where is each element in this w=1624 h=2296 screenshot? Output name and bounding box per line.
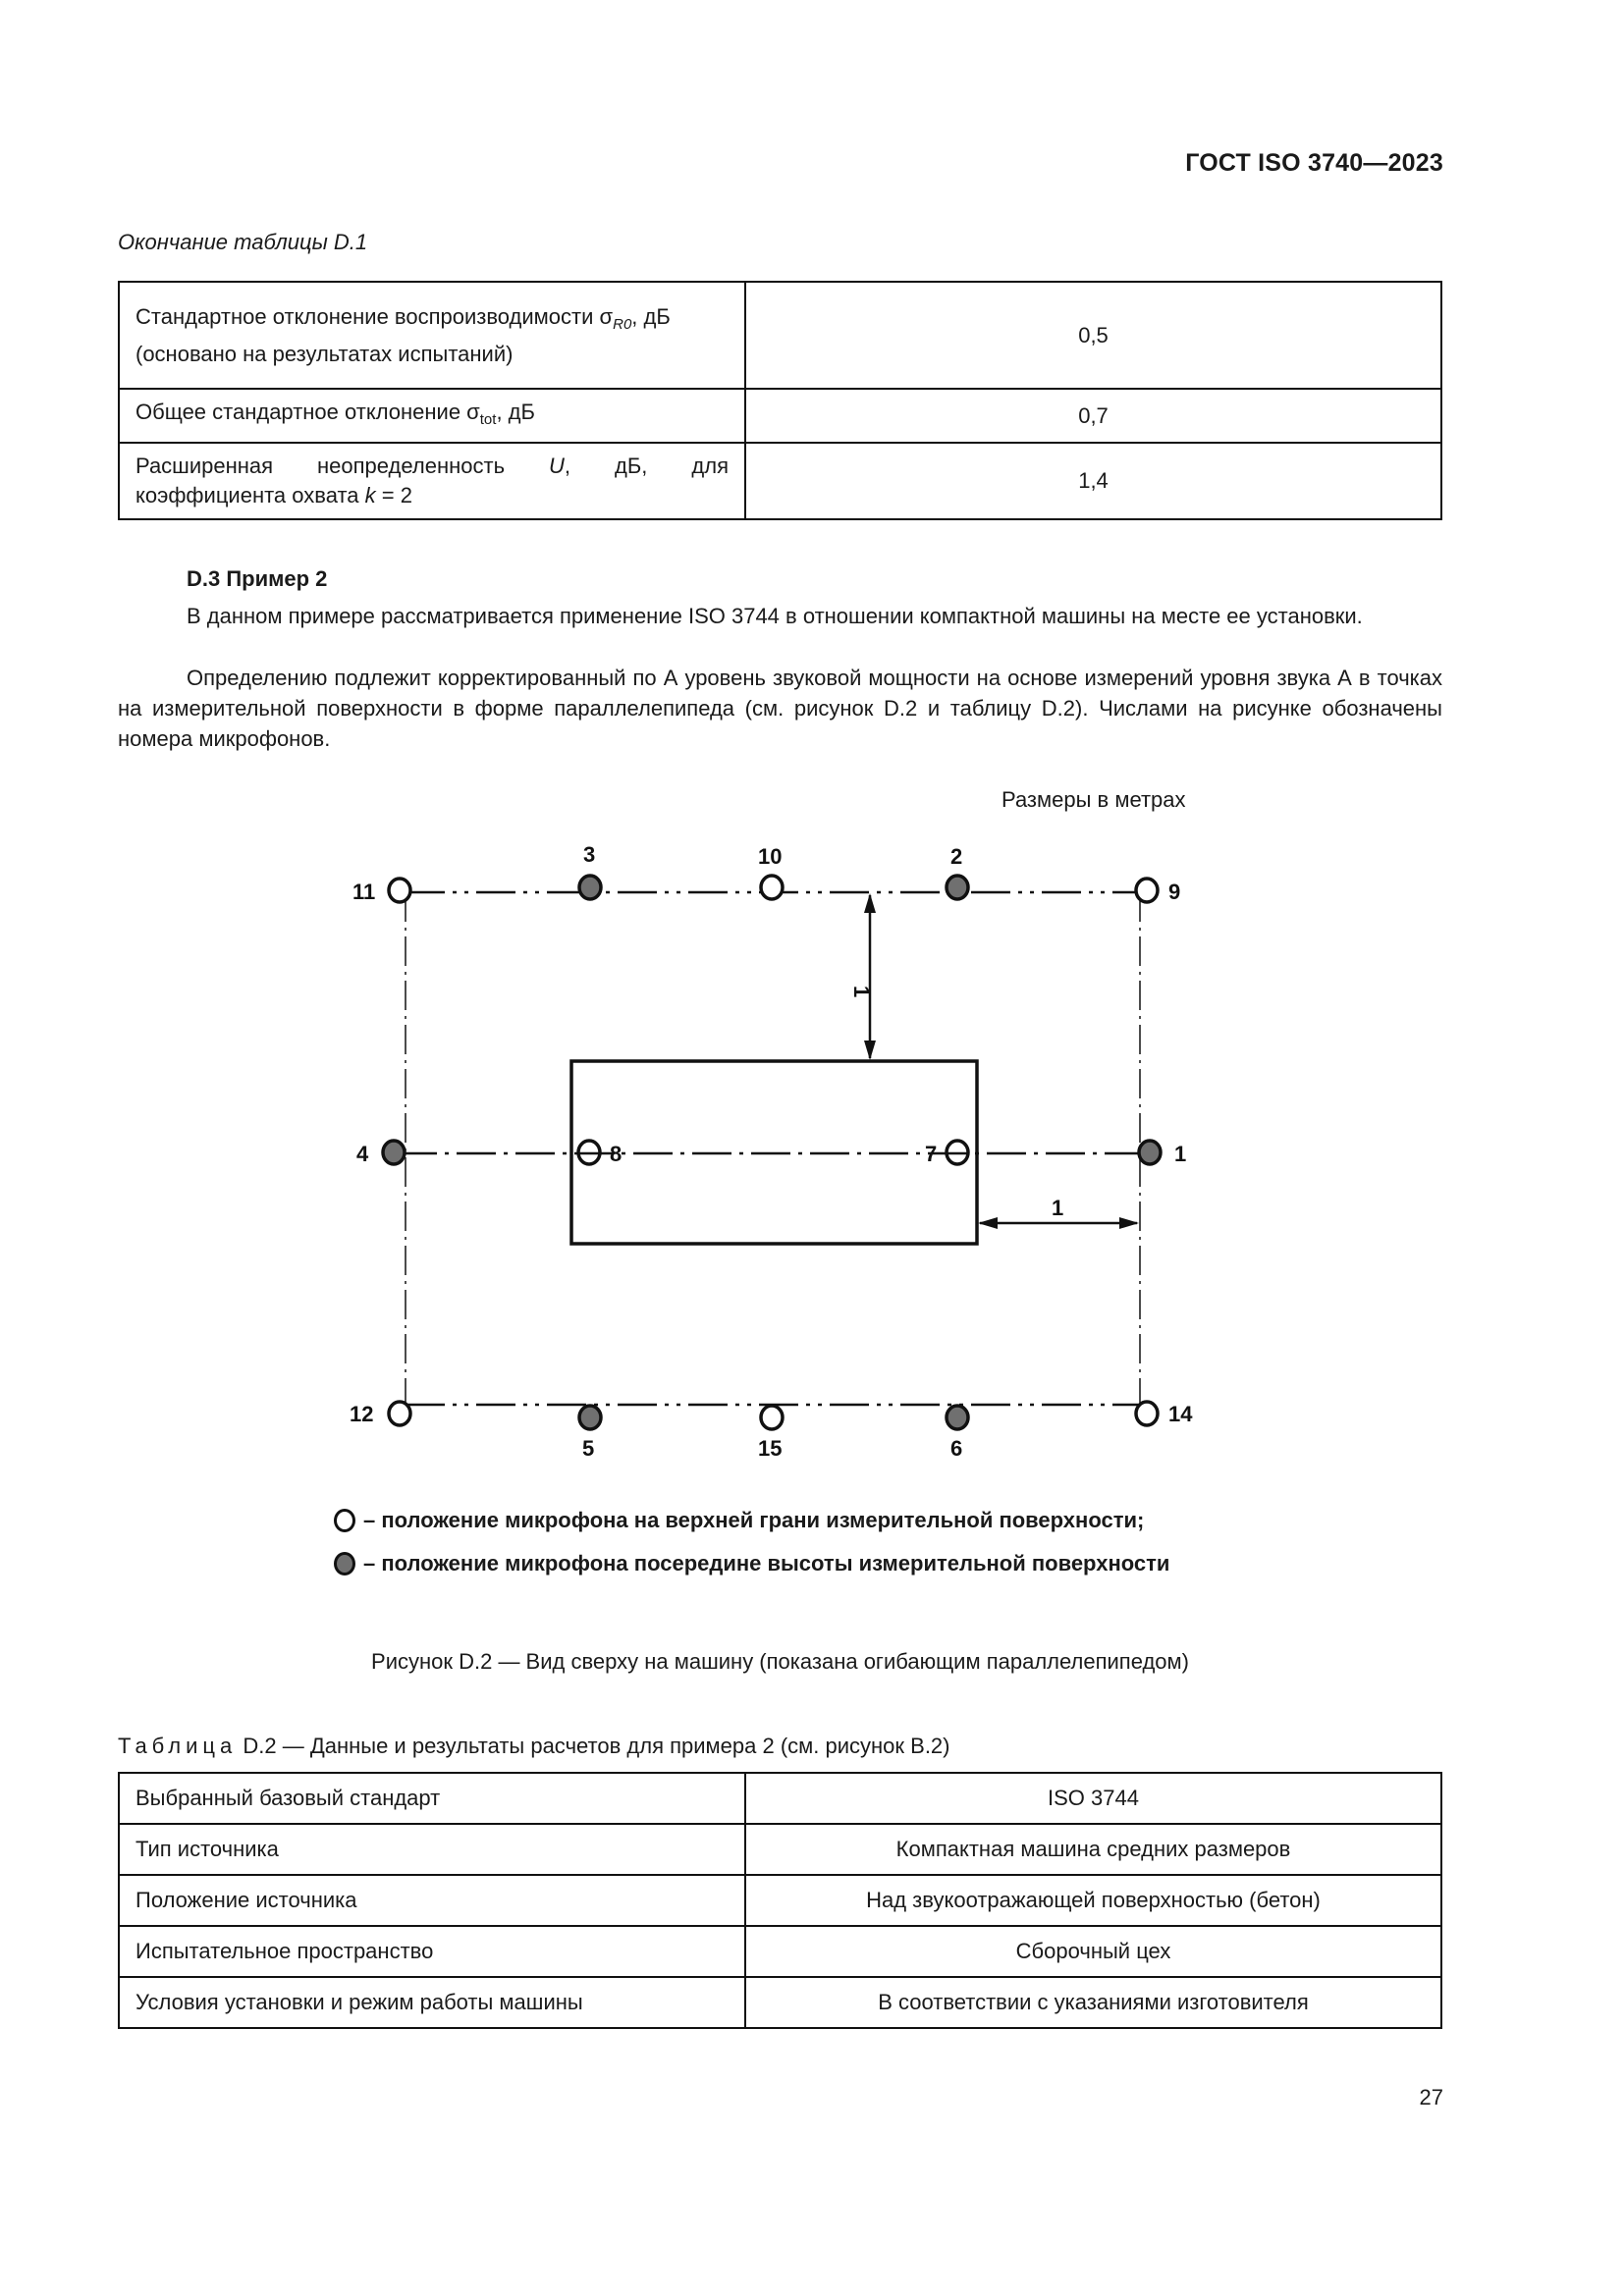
mic-11-marker [389, 879, 410, 902]
mic-5-marker [579, 1406, 601, 1429]
filled-circle-icon [334, 1552, 355, 1575]
paragraph-text: В данном примере рассматривается применение ISO 3744 в отношении компактной машины на месте ее установки. [187, 604, 1363, 628]
label-text: , дБ, для коэффициента охвата [135, 454, 729, 507]
label-text: Общее стандартное отклонение σ [135, 399, 480, 424]
table-row [119, 1977, 1441, 2028]
table-cell-value: В соответствии с указаниями изготовителя [745, 1977, 1441, 2028]
table-cell-value: Компактная машина средних размеров [745, 1824, 1441, 1875]
table-row [119, 1773, 1441, 1824]
paragraph-text: Определению подлежит корректированный по А уровень звуковой мощности на основе измерений уровня звука А в точках на измерительной поверхности в форме параллелепипеда (см. рисунок D.2 и таблицу D.2). Числами на рисунке обозначены номера микрофонов. [118, 666, 1442, 751]
mic-label: 15 [758, 1436, 783, 1461]
microphone-labels [350, 842, 1193, 1461]
mic-2-marker [947, 876, 968, 899]
mic-label: 6 [950, 1436, 963, 1461]
table-d2 [118, 1772, 1442, 2029]
measurement-surface-outline [398, 892, 1154, 1405]
table-cell-label: Испытательное пространство [119, 1926, 745, 1977]
legend-item-top-face [334, 1508, 1144, 1533]
open-circle-icon [334, 1509, 355, 1532]
page-number: 27 [1419, 2085, 1443, 2109]
mic-14-marker [1136, 1402, 1158, 1425]
dimension-label-top: 1 [849, 986, 874, 998]
mic-4-marker [383, 1141, 405, 1164]
table-cell-value: Над звукоотражающей поверхностью (бетон) [745, 1875, 1441, 1926]
label-symbol: U [549, 454, 565, 478]
mic-label: 8 [610, 1142, 623, 1166]
table-cell-value: 1,4 [745, 443, 1441, 519]
mic-label: 14 [1168, 1402, 1193, 1426]
table-cell-value: 0,5 [745, 282, 1441, 389]
mic-label: 10 [758, 844, 783, 869]
dimension-label-right: 1 [1052, 1196, 1064, 1220]
mic-1-marker [1139, 1141, 1161, 1164]
label-subscript: R0 [613, 315, 632, 333]
label-symbol: k [364, 483, 376, 507]
label-note: (основано на результатах испытаний) [135, 341, 514, 366]
label-text: Расширенная неопределенность [135, 454, 550, 478]
mic-label: 5 [582, 1436, 595, 1461]
table-row [119, 1926, 1441, 1977]
label-text: Стандартное отклонение воспроизводимости σ [135, 303, 614, 329]
mic-9-marker [1136, 879, 1158, 902]
table-cell-label: Положение источника [119, 1875, 745, 1926]
table-cell-label: Условия установки и режим работы машины [119, 1977, 745, 2028]
mic-label: 4 [356, 1142, 369, 1166]
table-d2-caption [118, 1734, 950, 1759]
label-unit: , дБ [496, 399, 535, 424]
mic-label: 2 [950, 844, 963, 869]
label-unit: , дБ [631, 303, 671, 329]
document-code: ГОСТ ISO 3740—2023 [1185, 149, 1443, 177]
mic-label: 12 [350, 1402, 374, 1426]
mic-label: 9 [1168, 880, 1181, 904]
mic-label: 7 [925, 1142, 938, 1166]
legend-text: – положение микрофона на верхней грани измерительной поверхности; [363, 1508, 1145, 1532]
mic-label: 3 [583, 842, 596, 867]
table-cell-value: ISO 3744 [745, 1773, 1441, 1824]
table-cell-value: 0,7 [745, 389, 1441, 443]
table-cell-label: Выбранный базовый стандарт [119, 1773, 745, 1824]
mic-12-marker [389, 1402, 410, 1425]
mic-15-marker [761, 1406, 783, 1429]
caption-text: D.2 — Данные и результаты расчетов для примера 2 (см. рисунок B.2) [237, 1734, 950, 1758]
section-title: D.3 Пример 2 [187, 566, 328, 591]
mic-3-marker [579, 876, 601, 899]
table-cell-label: Тип источника [119, 1824, 745, 1875]
caption-prefix: Таблица [118, 1734, 238, 1758]
mic-10-marker [761, 876, 783, 899]
figure-caption: Рисунок D.2 — Вид сверху на машину (показана огибающим параллелепипедом) [371, 1649, 1189, 1674]
legend-item-mid-height [334, 1551, 1169, 1576]
mic-6-marker [947, 1406, 968, 1429]
legend-text: – положение микрофона посередине высоты измерительной поверхности [363, 1551, 1170, 1575]
mic-label: 1 [1174, 1142, 1187, 1166]
label-text: = 2 [375, 483, 412, 507]
mic-label: 11 [352, 880, 376, 904]
table-cell-value: Сборочный цех [745, 1926, 1441, 1977]
label-subscript: tot [479, 410, 497, 428]
table-d1-continuation-caption: Окончание таблицы D.1 [118, 230, 368, 254]
table-row [119, 1875, 1441, 1926]
table-row [119, 1824, 1441, 1875]
dimensions-note: Размеры в метрах [1001, 787, 1186, 812]
